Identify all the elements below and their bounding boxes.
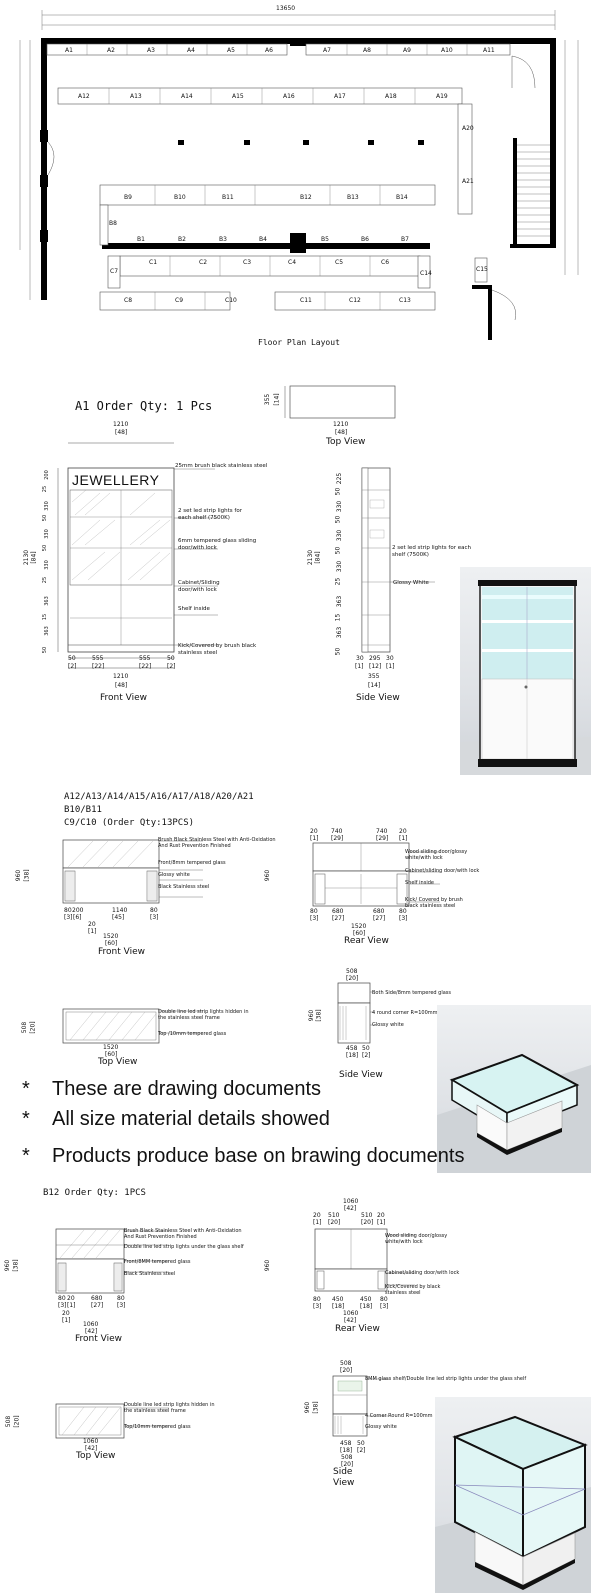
hdim: 30 bbox=[386, 655, 394, 662]
hdim: 50 bbox=[362, 1045, 370, 1052]
hdim: 458 bbox=[346, 1045, 358, 1052]
unit-label: A18 bbox=[385, 93, 397, 100]
bullet-item: * Products produce base on brawing documents bbox=[22, 1145, 465, 1167]
unit-label: A10 bbox=[441, 47, 453, 54]
b12-top-view-label: Top View bbox=[76, 1451, 116, 1461]
unit-label: A7 bbox=[323, 47, 331, 54]
hdim-in: [27] bbox=[332, 915, 345, 922]
a1-note: 2 set led strip lights for each shelf (7500K) bbox=[178, 508, 242, 521]
b12-side-note: 4 Corner Round R=100mm bbox=[365, 1413, 433, 1419]
unit-label: A15 bbox=[232, 93, 244, 100]
a12-front-view-label: Front View bbox=[98, 947, 145, 957]
vdim: 15 bbox=[42, 613, 49, 621]
hdim: 20 bbox=[62, 1310, 70, 1317]
b12-top-total-in: [42] bbox=[85, 1445, 98, 1452]
hdim-in: [1] bbox=[88, 928, 97, 935]
a1-front-total: 1210 bbox=[113, 673, 129, 680]
bullet-text: These are drawing documents bbox=[52, 1078, 322, 1100]
unit-label: B5 bbox=[321, 236, 329, 243]
vdim: 200 bbox=[43, 470, 50, 480]
note: Wood sliding door/glossy white/with lock bbox=[405, 849, 468, 861]
floor-plan-drawing bbox=[0, 0, 600, 360]
a1-note: 25mm brush black stainless steel bbox=[175, 463, 268, 469]
hdim: 1140 bbox=[112, 907, 128, 914]
b12-side-top-in: [20] bbox=[340, 1367, 353, 1374]
hdim: 80 bbox=[399, 908, 407, 915]
hdim: 80 bbox=[58, 1295, 66, 1302]
a12-top-note: Top /10mm tempered glass bbox=[158, 1031, 227, 1037]
hdim: 20 bbox=[67, 1295, 75, 1302]
hdim-in: [1] bbox=[62, 1317, 71, 1324]
unit-label: A9 bbox=[403, 47, 411, 54]
a12-rear-total-in: [60] bbox=[353, 930, 366, 937]
unit-label: A2 bbox=[107, 47, 115, 54]
a1-side-height: 2130 bbox=[307, 549, 315, 566]
a1-top-view-label: Top View bbox=[326, 437, 366, 447]
hdim-in: [18] bbox=[360, 1303, 373, 1310]
hdim: 20 bbox=[377, 1212, 385, 1219]
b12-side-height: 960 bbox=[304, 1401, 312, 1414]
vdim: 363 bbox=[43, 626, 50, 636]
b12-front-total-in: [42] bbox=[85, 1328, 98, 1335]
b12-top-note: Top/10mm tempered glass bbox=[124, 1424, 191, 1430]
hdim-in: [1] bbox=[399, 835, 408, 842]
vdim: 363 bbox=[336, 595, 344, 608]
hdim-in: [2] bbox=[357, 1447, 366, 1454]
vdim: 363 bbox=[336, 626, 344, 639]
a12-rear-total: 1520 bbox=[351, 923, 367, 930]
b12-rear-top-total-in: [42] bbox=[344, 1205, 357, 1212]
hdim-in: [3] bbox=[310, 915, 319, 922]
b12-front-total: 1060 bbox=[83, 1321, 99, 1328]
a12-side-top: 508 bbox=[346, 968, 358, 975]
a12-side-note: 4 round corner R=100mm bbox=[372, 1010, 438, 1016]
b12-rear-total: 1060 bbox=[343, 1310, 359, 1317]
hdim: 450 bbox=[332, 1296, 344, 1303]
a1-front-top-dim: 1210 bbox=[113, 421, 129, 428]
unit-label: A14 bbox=[181, 93, 193, 100]
a1-front-height-in: [84] bbox=[30, 551, 38, 564]
unit-label: A11 bbox=[483, 47, 495, 54]
a1-front-total-in: [48] bbox=[115, 682, 128, 689]
note: Cabinet/sliding door/with lock bbox=[385, 1270, 460, 1276]
vdim: 330 bbox=[336, 529, 344, 542]
vdim: 50 bbox=[334, 487, 342, 496]
unit-label: C6 bbox=[381, 259, 390, 266]
unit-label: A17 bbox=[334, 93, 346, 100]
a12-rear-height: 960 bbox=[264, 869, 272, 882]
unit-label: C7 bbox=[110, 268, 119, 275]
hdim: 295 bbox=[369, 655, 381, 662]
b12-side-drawing bbox=[325, 1373, 395, 1448]
b12-side-note: Glossy white bbox=[365, 1424, 397, 1430]
hdim-in: [12] bbox=[369, 663, 382, 670]
b12-side-total-in: [20] bbox=[341, 1461, 354, 1468]
a1-side-view-drawing bbox=[340, 460, 420, 660]
a1-side-view-label: Side View bbox=[356, 693, 400, 703]
unit-label: A5 bbox=[227, 47, 235, 54]
a12-side-note: Both Side/8mm tempered glass bbox=[372, 990, 451, 996]
unit-label: C4 bbox=[288, 259, 297, 266]
b12-rear-top-total: 1060 bbox=[343, 1198, 359, 1205]
note: Black Stainless steel bbox=[158, 884, 210, 890]
a1-sign-text: JEWELLERY bbox=[72, 472, 160, 488]
hdim-in: [3] bbox=[64, 914, 73, 921]
hdim-in: [45] bbox=[112, 914, 125, 921]
note: Kick/Covered by black stainless steel bbox=[385, 1284, 441, 1296]
vdim: 363 bbox=[43, 596, 50, 606]
hdim: 20 bbox=[310, 828, 318, 835]
hdim-in: [2] bbox=[362, 1052, 371, 1059]
unit-label: B8 bbox=[109, 220, 117, 227]
unit-label: A19 bbox=[436, 93, 448, 100]
hdim: 80 bbox=[313, 1296, 321, 1303]
a1-side-total-in: [14] bbox=[368, 682, 381, 689]
hdim-in: [29] bbox=[376, 835, 389, 842]
hdim: 740 bbox=[331, 828, 343, 835]
hdim-in: [1] bbox=[67, 1302, 76, 1309]
a1-note: 6mm tempered glass sliding door/with lock bbox=[178, 538, 257, 551]
note: Front/8mm tempered glass bbox=[158, 860, 226, 866]
hdim: 50 bbox=[357, 1440, 365, 1447]
hdim-in: [6] bbox=[73, 914, 82, 921]
floor-plan-caption: Floor Plan Layout bbox=[258, 338, 340, 347]
b12-top-depth: 508 bbox=[5, 1415, 13, 1428]
hdim-in: [1] bbox=[377, 1219, 386, 1226]
a1-top-depth: 355 bbox=[264, 393, 272, 406]
a1-note: Kick/Covered by brush black stainless steel bbox=[178, 643, 257, 656]
vdim: 330 bbox=[336, 560, 344, 573]
a12-front-height-in: [38] bbox=[23, 869, 31, 882]
hdim-in: [2] bbox=[167, 663, 176, 670]
b12-side-total: 508 bbox=[341, 1454, 353, 1461]
unit-label: B14 bbox=[396, 194, 408, 201]
a1-note: Cabinet/Sliding door/with lock bbox=[178, 580, 220, 593]
vdim: 330 bbox=[43, 560, 50, 570]
hdim: 200 bbox=[72, 907, 84, 914]
hdim: 20 bbox=[313, 1212, 321, 1219]
a12-top-total: 1520 bbox=[103, 1044, 119, 1051]
a12-top-depth-in: [20] bbox=[29, 1021, 37, 1034]
unit-label: C12 bbox=[349, 297, 361, 304]
hdim-in: [22] bbox=[139, 663, 152, 670]
hdim: 680 bbox=[373, 908, 385, 915]
b12-top-total: 1060 bbox=[83, 1438, 99, 1445]
hdim-in: [18] bbox=[340, 1447, 353, 1454]
b12-side-top: 508 bbox=[340, 1360, 352, 1367]
note: Wood sliding door/glossy white/with lock bbox=[385, 1233, 448, 1245]
vdim: 25 bbox=[42, 485, 49, 493]
a12-title-line: C9/C10 (Order Qty:13PCS) bbox=[64, 818, 195, 828]
a12-title-line: B10/B11 bbox=[64, 805, 102, 815]
a1-top-view-drawing bbox=[282, 385, 402, 425]
hdim-in: [1] bbox=[355, 663, 364, 670]
vdim: 330 bbox=[336, 500, 344, 513]
unit-label: B1 bbox=[137, 236, 145, 243]
vdim: 50 bbox=[42, 646, 49, 654]
a1-side-note: 2 set led strip lights for each shelf (7500K) bbox=[392, 545, 471, 558]
unit-label: C11 bbox=[300, 297, 312, 304]
note: Brush Black Stainless Steel with Anti-Oxidation And Rust Prevention Finished bbox=[158, 837, 276, 849]
a12-side-note: Glossy white bbox=[372, 1022, 404, 1028]
hdim: 50 bbox=[167, 655, 175, 662]
unit-label: B11 bbox=[222, 194, 234, 201]
unit-label: B6 bbox=[361, 236, 369, 243]
hdim-in: [1] bbox=[386, 663, 395, 670]
vdim: 25 bbox=[42, 576, 49, 584]
hdim-in: [22] bbox=[92, 663, 105, 670]
b12-rear-view-label: Rear View bbox=[335, 1324, 380, 1334]
b12-side-view-label-line: Side bbox=[333, 1467, 353, 1477]
unit-label: C5 bbox=[335, 259, 344, 266]
a12-front-total-in: [60] bbox=[105, 940, 118, 947]
vdim: 330 bbox=[43, 529, 50, 539]
unit-label: C13 bbox=[399, 297, 411, 304]
vdim: 15 bbox=[334, 613, 342, 622]
a12-side-view-label: Side View bbox=[339, 1070, 383, 1080]
bullet-text: All size material details showed bbox=[52, 1108, 330, 1130]
unit-label: A3 bbox=[147, 47, 155, 54]
note: Shelf inside bbox=[405, 880, 434, 886]
unit-label: A1 bbox=[65, 47, 73, 54]
hdim-in: [1] bbox=[313, 1219, 322, 1226]
unit-label: C9 bbox=[175, 297, 184, 304]
hdim: 80 bbox=[117, 1295, 125, 1302]
a12-side-height: 960 bbox=[308, 1009, 316, 1022]
a12-rear-view-label: Rear View bbox=[344, 936, 389, 946]
hdim-in: [18] bbox=[346, 1052, 359, 1059]
unit-label: C1 bbox=[149, 259, 158, 266]
hdim: 30 bbox=[356, 655, 364, 662]
unit-label: B13 bbox=[347, 194, 359, 201]
hdim-in: [1] bbox=[310, 835, 319, 842]
unit-label: B3 bbox=[219, 236, 227, 243]
hdim-in: [3] bbox=[380, 1303, 389, 1310]
unit-label: A12 bbox=[78, 93, 90, 100]
a1-top-depth-in: [14] bbox=[273, 393, 281, 406]
hdim-in: [3] bbox=[313, 1303, 322, 1310]
note: Cabinet/sliding door/with lock bbox=[405, 868, 480, 874]
a12-front-total: 1520 bbox=[103, 933, 119, 940]
unit-label: A21 bbox=[462, 178, 474, 185]
unit-label: A13 bbox=[130, 93, 142, 100]
unit-label: B4 bbox=[259, 236, 267, 243]
b12-title: B12 Order Qty: 1PCS bbox=[43, 1188, 146, 1198]
unit-label: C3 bbox=[243, 259, 252, 266]
hdim-in: [3] bbox=[150, 914, 159, 921]
unit-label: C14 bbox=[420, 270, 432, 277]
unit-label: A4 bbox=[187, 47, 195, 54]
vdim: 225 bbox=[336, 472, 344, 485]
a12-side-height-in: [38] bbox=[315, 1009, 323, 1022]
a1-title: A1 Order Qty: 1 Pcs bbox=[75, 399, 213, 413]
b12-counter-render bbox=[435, 1397, 591, 1593]
b12-side-height-in: [38] bbox=[312, 1401, 320, 1414]
b12-front-height-in: [38] bbox=[12, 1259, 20, 1272]
a1-front-top-dim-in: [48] bbox=[115, 429, 128, 436]
vdim: 50 bbox=[334, 515, 342, 524]
b12-front-height: 960 bbox=[4, 1259, 12, 1272]
overall-width-dimension: 13650 bbox=[276, 5, 296, 12]
a12-side-top-in: [20] bbox=[346, 975, 359, 982]
vdim: 50 bbox=[42, 544, 49, 552]
a12-top-depth: 508 bbox=[21, 1021, 29, 1034]
hdim: 80 bbox=[380, 1296, 388, 1303]
b12-rear-height: 960 bbox=[264, 1259, 272, 1272]
a1-side-note: Glossy White bbox=[393, 580, 429, 586]
b12-side-view-label-line: View bbox=[333, 1478, 355, 1488]
note: Double line led strip lights under the glass shelf bbox=[124, 1244, 244, 1250]
unit-label: A20 bbox=[462, 125, 474, 132]
a12-front-height: 960 bbox=[15, 869, 23, 882]
a12-top-note: Double line led strip lights hidden in the stainless steel frame bbox=[158, 1009, 249, 1021]
unit-label: B2 bbox=[178, 236, 186, 243]
a12-top-view-label: Top View bbox=[98, 1057, 138, 1067]
a1-front-height: 2130 bbox=[23, 549, 31, 566]
hdim-in: [3] bbox=[399, 915, 408, 922]
hdim-in: [18] bbox=[332, 1303, 345, 1310]
vdim: 330 bbox=[43, 501, 50, 511]
hdim: 80 bbox=[310, 908, 318, 915]
a1-top-width: 1210 bbox=[333, 421, 349, 428]
note: Glossy white bbox=[158, 872, 190, 878]
note: Kick/ Covered by brush black stainless steel bbox=[405, 897, 463, 909]
hdim-in: [2] bbox=[68, 663, 77, 670]
bullet-item: * All size material details showed bbox=[22, 1108, 330, 1130]
unit-label: A6 bbox=[265, 47, 273, 54]
hdim-in: [20] bbox=[328, 1219, 341, 1226]
hdim: 680 bbox=[332, 908, 344, 915]
note: Brush Black Stainless Steel with Anti-Oxidation And Rust Prevention Finished bbox=[124, 1228, 242, 1240]
hdim-in: [3] bbox=[117, 1302, 126, 1309]
a1-note: Shelf inside bbox=[178, 606, 210, 612]
a1-side-total: 355 bbox=[368, 673, 380, 680]
unit-label: B12 bbox=[300, 194, 312, 201]
hdim: 740 bbox=[376, 828, 388, 835]
bullet-text: Products produce base on brawing documents bbox=[52, 1145, 465, 1167]
b12-top-depth-in: [20] bbox=[13, 1415, 21, 1428]
hdim-in: [27] bbox=[91, 1302, 104, 1309]
hdim-in: [27] bbox=[373, 915, 386, 922]
unit-label: A8 bbox=[363, 47, 371, 54]
a1-cabinet-render bbox=[460, 567, 591, 775]
hdim: 450 bbox=[360, 1296, 372, 1303]
a1-side-height-in: [84] bbox=[314, 551, 322, 564]
hdim: 555 bbox=[139, 655, 151, 662]
hdim-in: [3] bbox=[58, 1302, 67, 1309]
hdim: 510 bbox=[328, 1212, 340, 1219]
a12-title-line: A12/A13/A14/A15/A16/A17/A18/A20/A21 bbox=[64, 792, 254, 802]
hdim-in: [20] bbox=[361, 1219, 374, 1226]
note: Front/8MM tempered glass bbox=[124, 1259, 191, 1265]
b12-rear-total-in: [42] bbox=[344, 1317, 357, 1324]
vdim: 50 bbox=[42, 514, 49, 522]
a12-top-total-in: [60] bbox=[105, 1051, 118, 1058]
a1-top-width-in: [48] bbox=[335, 429, 348, 436]
hdim: 80 bbox=[64, 907, 72, 914]
unit-label: C8 bbox=[124, 297, 133, 304]
hdim: 458 bbox=[340, 1440, 352, 1447]
bullet-item: * These are drawing documents bbox=[22, 1078, 322, 1100]
hdim: 20 bbox=[399, 828, 407, 835]
unit-label: C10 bbox=[225, 297, 237, 304]
hdim: 80 bbox=[150, 907, 158, 914]
hdim: 680 bbox=[91, 1295, 103, 1302]
b12-top-note: Double line led strip lights hidden in the stainless steel frame bbox=[124, 1402, 215, 1414]
unit-label: A16 bbox=[283, 93, 295, 100]
unit-label: C2 bbox=[199, 259, 208, 266]
b12-side-note: 8MM glass shelf/Double line led strip lights under the glass shelf bbox=[365, 1376, 527, 1382]
b12-front-view-label: Front View bbox=[75, 1334, 122, 1344]
hdim: 20 bbox=[88, 921, 96, 928]
vdim: 25 bbox=[334, 577, 342, 586]
vdim: 50 bbox=[334, 647, 342, 656]
unit-label: B9 bbox=[124, 194, 132, 201]
hdim: 555 bbox=[92, 655, 104, 662]
unit-label: C15 bbox=[476, 266, 488, 273]
hdim: 50 bbox=[68, 655, 76, 662]
hdim-in: [29] bbox=[331, 835, 344, 842]
hdim: 510 bbox=[361, 1212, 373, 1219]
a1-front-view-label: Front View bbox=[100, 693, 147, 703]
note: Black Stainless steel bbox=[124, 1271, 176, 1277]
vdim: 50 bbox=[334, 546, 342, 555]
unit-label: B10 bbox=[174, 194, 186, 201]
unit-label: B7 bbox=[401, 236, 409, 243]
